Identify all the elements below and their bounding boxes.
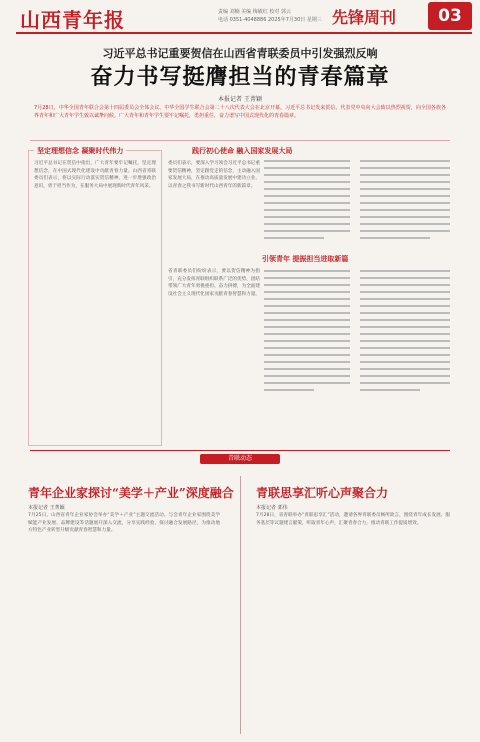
sub-story-1-body: 7月25日，山西省青年企业家协会举办“美学＋产业”主题交流活动。与会青年企业家围绕美学赋能产业发展、品牌建设等话题展开深入交流，分享实践经验，探讨融合发展路径，为推动地方特色产业转型升级贡献青春智慧和力量。 [28,513,220,533]
column-head-2: 践行初心使命 融入国家发展大局 [192,146,293,155]
lead-lede: 7月28日，中华全国青年联合会第十四届委员会全体会议、中华全国学生联合会第二十八次代表大会在北京开幕。习近平总书记发来贺信，代表党中央向大会致以热烈祝贺，向全国各族各界青年和广大青年学生致以诚挚问候。广大青年和青年学生要牢记嘱托，勇担重任，奋力谱写中国式现代化的青春篇章。 [34,105,446,119]
lead-column-3: 省青联委员们纷纷表示，要以贺信精神为指引，充分发挥青联组织联系广泛的优势，团结带领广大青年勇挑重担、奋力拼搏，为全面建设社会主义现代化国家贡献青春智慧和力量。 [168,269,260,297]
lead-byline: 本报记者 王菁颖 [218,96,262,103]
lead-column-1: 习近平总书记在贺信中指出，广大青年要牢记嘱托，坚定理想信念，在中国式现代化建设中贡献青春力量。山西省青联委员们表示，将以实际行动落实贺信精神，进一步增强政治意识，勇于担当作为，在服务大局中展现新时代青年风采。 [34,161,156,189]
meta-line-date: 电话 0351-4048886 2025年7月30日 星期三 [218,17,322,23]
sub-story-1-headline: 青年企业家探讨“美学＋产业”深度融合 [28,486,234,500]
masthead [0,0,480,42]
faux-text-columns [264,160,452,450]
sub-story-1-byline: 本报记者 王菁颖 [28,505,65,511]
sub-story-2-byline: 本报记者 郭伟 [256,505,288,511]
masthead-rule [16,32,472,34]
column-head-3: 引领青年 提振担当进取新篇 [262,254,349,263]
section-divider [30,450,450,451]
lead-column-2: 委员们表示，要深入学习领会习近平总书记重要贺信精神，坚定跟党走的信念，主动融入国家发展大局，在推动高质量发展中建功立业，以青春之我书写新时代山西青年的新篇章。 [168,161,260,189]
section-title: 先锋周刊 [332,8,397,27]
lead-headline: 奋力书写挺膺担当的青春篇章 [90,64,390,90]
meta-line-editors: 责编 刘楠 美编 梅敏红 校对 郭云 [218,9,291,15]
sub-story-2-headline: 青联思享汇听心声聚合力 [256,486,389,500]
section-tag: 青联动态 [200,454,280,464]
column-head-1: 坚定理想信念 凝聚时代伟力 [34,146,126,156]
newspaper-logo: 山西青年报 [20,8,125,32]
lead-kicker: 习近平总书记重要贺信在山西省青联委员中引发强烈反响 [102,47,378,60]
sub-story-2-body: 7月28日，省青联举办“青联思享汇”活动，邀请各界青联委员畅所欲言，围绕青年成长发展、服务基层等议题建言献策，听取青年心声，汇聚青春合力，推动青联工作提质增效。 [256,513,450,526]
column-divider [240,476,241,734]
faux-text-lines [264,160,450,391]
page-number: 03 [428,2,472,30]
lede-divider [30,140,450,141]
page-meta [218,8,322,24]
